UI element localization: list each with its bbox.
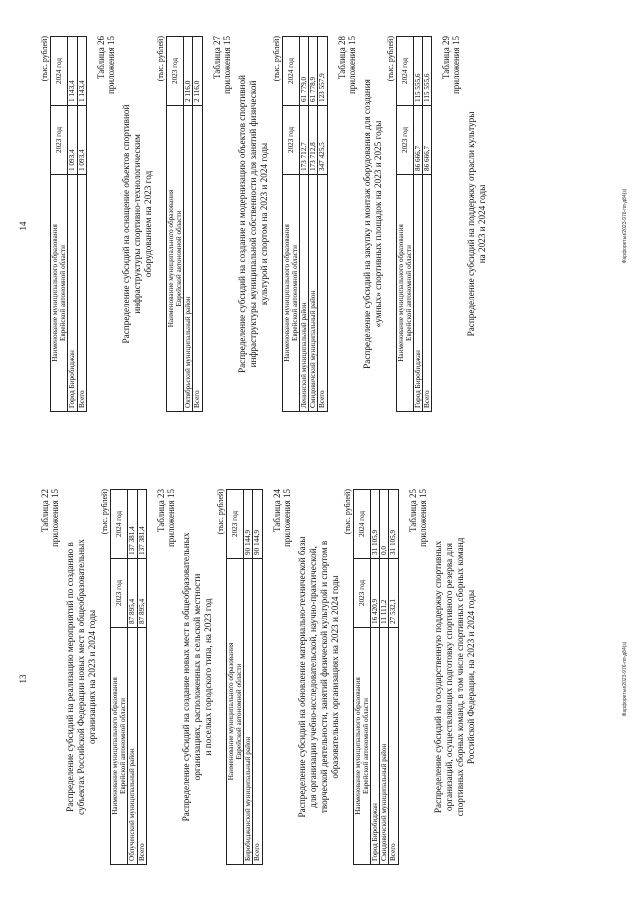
row-value: 347 425,5 xyxy=(318,106,327,175)
table-label: Таблица 22 xyxy=(40,489,50,532)
table-row xyxy=(414,37,423,412)
data-table xyxy=(110,489,147,865)
column-header-year: 2023 год xyxy=(396,106,413,175)
table-row xyxy=(371,490,380,865)
header-row xyxy=(51,37,68,412)
table-title: Распределение субсидий на закупку и монтаж оборудования для создания «умных» спортивных площадок на 2023 и 2025 годы xyxy=(361,79,383,369)
row-name: Всего xyxy=(193,106,202,412)
column-header-year: 2023 год xyxy=(282,106,299,175)
row-value: 0,0 xyxy=(380,490,389,559)
table-block xyxy=(441,36,488,412)
table-row xyxy=(68,37,77,412)
data-table xyxy=(353,489,399,865)
table-block xyxy=(272,489,399,865)
table-row xyxy=(193,37,202,412)
left-page xyxy=(0,453,636,905)
row-value: 61 779,0 xyxy=(300,37,309,106)
table-title: Распределение субсидий на реализацию мероприятий по созданию в субъектах Российской Федерации новых мест в общеобразовательных организациях на 2023 и 2024 годы xyxy=(65,539,97,815)
column-header-name: Наименование муниципального образования Еврейской автономной области xyxy=(353,628,370,865)
table-row xyxy=(77,37,86,412)
row-name: Смидовичский муниципальный район xyxy=(380,628,389,865)
table-row xyxy=(380,490,389,865)
table-label: Таблица 24 xyxy=(271,489,282,532)
row-name: Всего xyxy=(389,628,398,865)
row-value: 173 712,8 xyxy=(309,106,318,175)
row-value: 31 105,9 xyxy=(371,490,380,559)
row-name: Город Биробиджан xyxy=(371,628,380,865)
table-block xyxy=(156,489,263,865)
data-table xyxy=(166,36,203,412)
right-page xyxy=(0,0,636,452)
row-name: Город Биробиджан xyxy=(414,175,423,412)
row-name: Смидовичский муниципальный район xyxy=(309,175,318,412)
row-value: 123 557,9 xyxy=(318,37,327,106)
appendix-label: приложения 15 xyxy=(165,489,176,548)
column-header-name: Наименование муниципального образования Еврейской автономной области xyxy=(396,175,413,412)
table-label: Таблица 26 xyxy=(95,36,106,79)
table-row xyxy=(389,490,398,865)
row-value: 86 666,7 xyxy=(414,106,423,175)
appendix-label: приложения 15 xyxy=(451,36,462,95)
column-header-year: 2023 год xyxy=(166,37,183,106)
unit-label: (тыс. рублей) xyxy=(40,36,49,82)
row-name: Всего xyxy=(253,559,262,865)
row-name: Октябрьский муниципальный район xyxy=(184,106,193,412)
appendix-label: приложения 15 xyxy=(281,489,292,548)
left-page-content xyxy=(40,489,486,865)
header-row xyxy=(226,490,243,865)
table-block xyxy=(212,36,328,412)
row-name: Всего xyxy=(423,175,432,412)
data-table xyxy=(396,36,433,412)
table-row xyxy=(309,37,318,412)
table-label: Таблица 29 xyxy=(441,36,452,79)
table-row xyxy=(244,490,253,865)
column-header-name: Наименование муниципального образования Еврейской автономной области xyxy=(166,106,183,412)
data-table xyxy=(226,489,263,865)
unit-label: (тыс. рублей) xyxy=(271,36,281,82)
column-header-year: 2023 год xyxy=(111,559,128,628)
row-value: 1 093,4 xyxy=(77,106,86,175)
row-value: 87 895,4 xyxy=(128,559,137,628)
row-value: 115 555,6 xyxy=(423,37,432,106)
table-row xyxy=(318,37,327,412)
table-row xyxy=(253,490,262,865)
row-value: 1 143,4 xyxy=(68,37,77,106)
column-header-year: 2024 год xyxy=(282,37,299,106)
table-block xyxy=(40,489,147,865)
table-block xyxy=(408,489,477,865)
table-block xyxy=(40,36,87,412)
table-title: Распределение субсидий на оснащение объектов спортивной инфраструктуры спортивно-технологическим оборудованием на 2023 год xyxy=(120,104,153,344)
column-header-name: Наименование муниципального образования Еврейской автономной области xyxy=(111,628,128,865)
unit-label: (тыс. рублей) xyxy=(100,489,109,535)
row-name: Ленинский муниципальный район xyxy=(300,175,309,412)
row-value: 115 555,6 xyxy=(414,37,423,106)
row-value: 90 144,9 xyxy=(253,490,262,559)
unit-label: (тыс. рублей) xyxy=(342,489,352,535)
table-row xyxy=(137,490,146,865)
table-row xyxy=(184,37,193,412)
appendix-label: приложения 15 xyxy=(417,489,428,548)
table-block xyxy=(337,36,433,412)
row-value: 16 420,9 xyxy=(371,559,380,628)
page-number: 13 xyxy=(18,674,28,684)
row-value: 137 381,4 xyxy=(137,490,146,559)
row-value: 137 381,4 xyxy=(128,490,137,559)
row-value: 173 712,7 xyxy=(300,106,309,175)
row-value: 86 666,7 xyxy=(423,106,432,175)
appendix-label: приложения 15 xyxy=(50,489,60,548)
appendix-label: приложения 15 xyxy=(105,36,116,95)
row-value: 87 895,4 xyxy=(137,559,146,628)
row-value: 2 116,0 xyxy=(193,37,202,106)
table-title: Распределение субсидий на государственную поддержку спортивных организаций, осуществляющих подготовку спортивного резерва для спортивных сборных команд, в том числе спортивных сборных команд Российской Федерации, на 2023 и 2024 годы xyxy=(432,537,476,817)
header-row xyxy=(353,490,370,865)
table-block xyxy=(96,36,203,412)
unit-label: (тыс. рублей) xyxy=(215,489,225,535)
table-row xyxy=(423,37,432,412)
row-value: 1 093,4 xyxy=(68,106,77,175)
row-value: 2 116,0 xyxy=(184,37,193,106)
row-name: Биробиджанский муниципальный район xyxy=(244,559,253,865)
header-row xyxy=(282,37,299,412)
appendix-label: приложения 15 xyxy=(346,36,357,95)
page-footer: Фарфоретьи/2023-976-пп-д84(з) xyxy=(622,188,628,264)
row-name: Город Биробиджан xyxy=(68,175,77,412)
table-title: Распределение субсидий на создание новых мест в общеобразовательных организациях, расположенных в сельской местности и поселках городского типа, на 2023 год xyxy=(180,532,213,822)
column-header-year: 2024 год xyxy=(111,490,128,559)
unit-label: (тыс. рублей) xyxy=(155,36,165,82)
row-value: 61 778,9 xyxy=(309,37,318,106)
unit-label: (тыс. рублей) xyxy=(385,36,395,82)
column-header-year: 2024 год xyxy=(353,490,370,559)
row-name: Всего xyxy=(77,175,86,412)
table-label: Таблица 23 xyxy=(155,489,166,532)
header-row xyxy=(396,37,413,412)
appendix-label: приложения 15 xyxy=(221,36,232,95)
data-table xyxy=(50,36,87,412)
table-label: Таблица 27 xyxy=(211,36,222,79)
page-footer: Фарфоретьи/2023-976-пп-д84(з) xyxy=(622,641,628,717)
table-label: Таблица 28 xyxy=(336,36,347,79)
row-value: 90 144,9 xyxy=(244,490,253,559)
row-value: 31 105,9 xyxy=(389,490,398,559)
table-label: Таблица 25 xyxy=(407,489,418,532)
row-value: 27 532,1 xyxy=(389,559,398,628)
row-value: 1 143,4 xyxy=(77,37,86,106)
row-value: 11 111,2 xyxy=(380,559,389,628)
header-row xyxy=(111,490,128,865)
row-name: Всего xyxy=(318,175,327,412)
page-number: 14 xyxy=(18,221,28,231)
column-header-year: 2023 год xyxy=(51,106,68,175)
right-page-content xyxy=(40,36,497,412)
table-title: Распределение субсидий на обновление материально-технической базы для организации учебно-исследовательской, научно-практической, творческой деятельности, занятий физической культурой и спортом в образовательных организациях на 2023 и 2024 годы xyxy=(296,536,340,818)
header-row xyxy=(166,37,183,412)
column-header-year: 2023 год xyxy=(226,490,243,559)
table-title: Распределение субсидий на создание и модернизацию объектов спортивной инфраструктуры муниципальной собственности для занятий физической культурой и спортом на 2023 и 2024 годы xyxy=(236,75,269,373)
column-header-name: Наименование муниципального образования Еврейской автономной области xyxy=(226,559,243,865)
row-name: Всего xyxy=(137,628,146,865)
column-header-name: Наименование муниципального образования Еврейской автономной области xyxy=(282,175,299,412)
table-row xyxy=(128,490,137,865)
table-title: Распределение субсидий на поддержку отрасли культуры на 2023 и 2024 годы xyxy=(466,111,488,337)
table-row xyxy=(300,37,309,412)
data-table xyxy=(282,36,328,412)
column-header-year: 2023 год xyxy=(353,559,370,628)
column-header-year: 2024 год xyxy=(396,37,413,106)
column-header-year: 2024 год xyxy=(51,37,68,106)
column-header-name: Наименование муниципального образования Еврейской автономной области xyxy=(51,175,68,412)
row-name: Облученский муниципальный район xyxy=(128,628,137,865)
